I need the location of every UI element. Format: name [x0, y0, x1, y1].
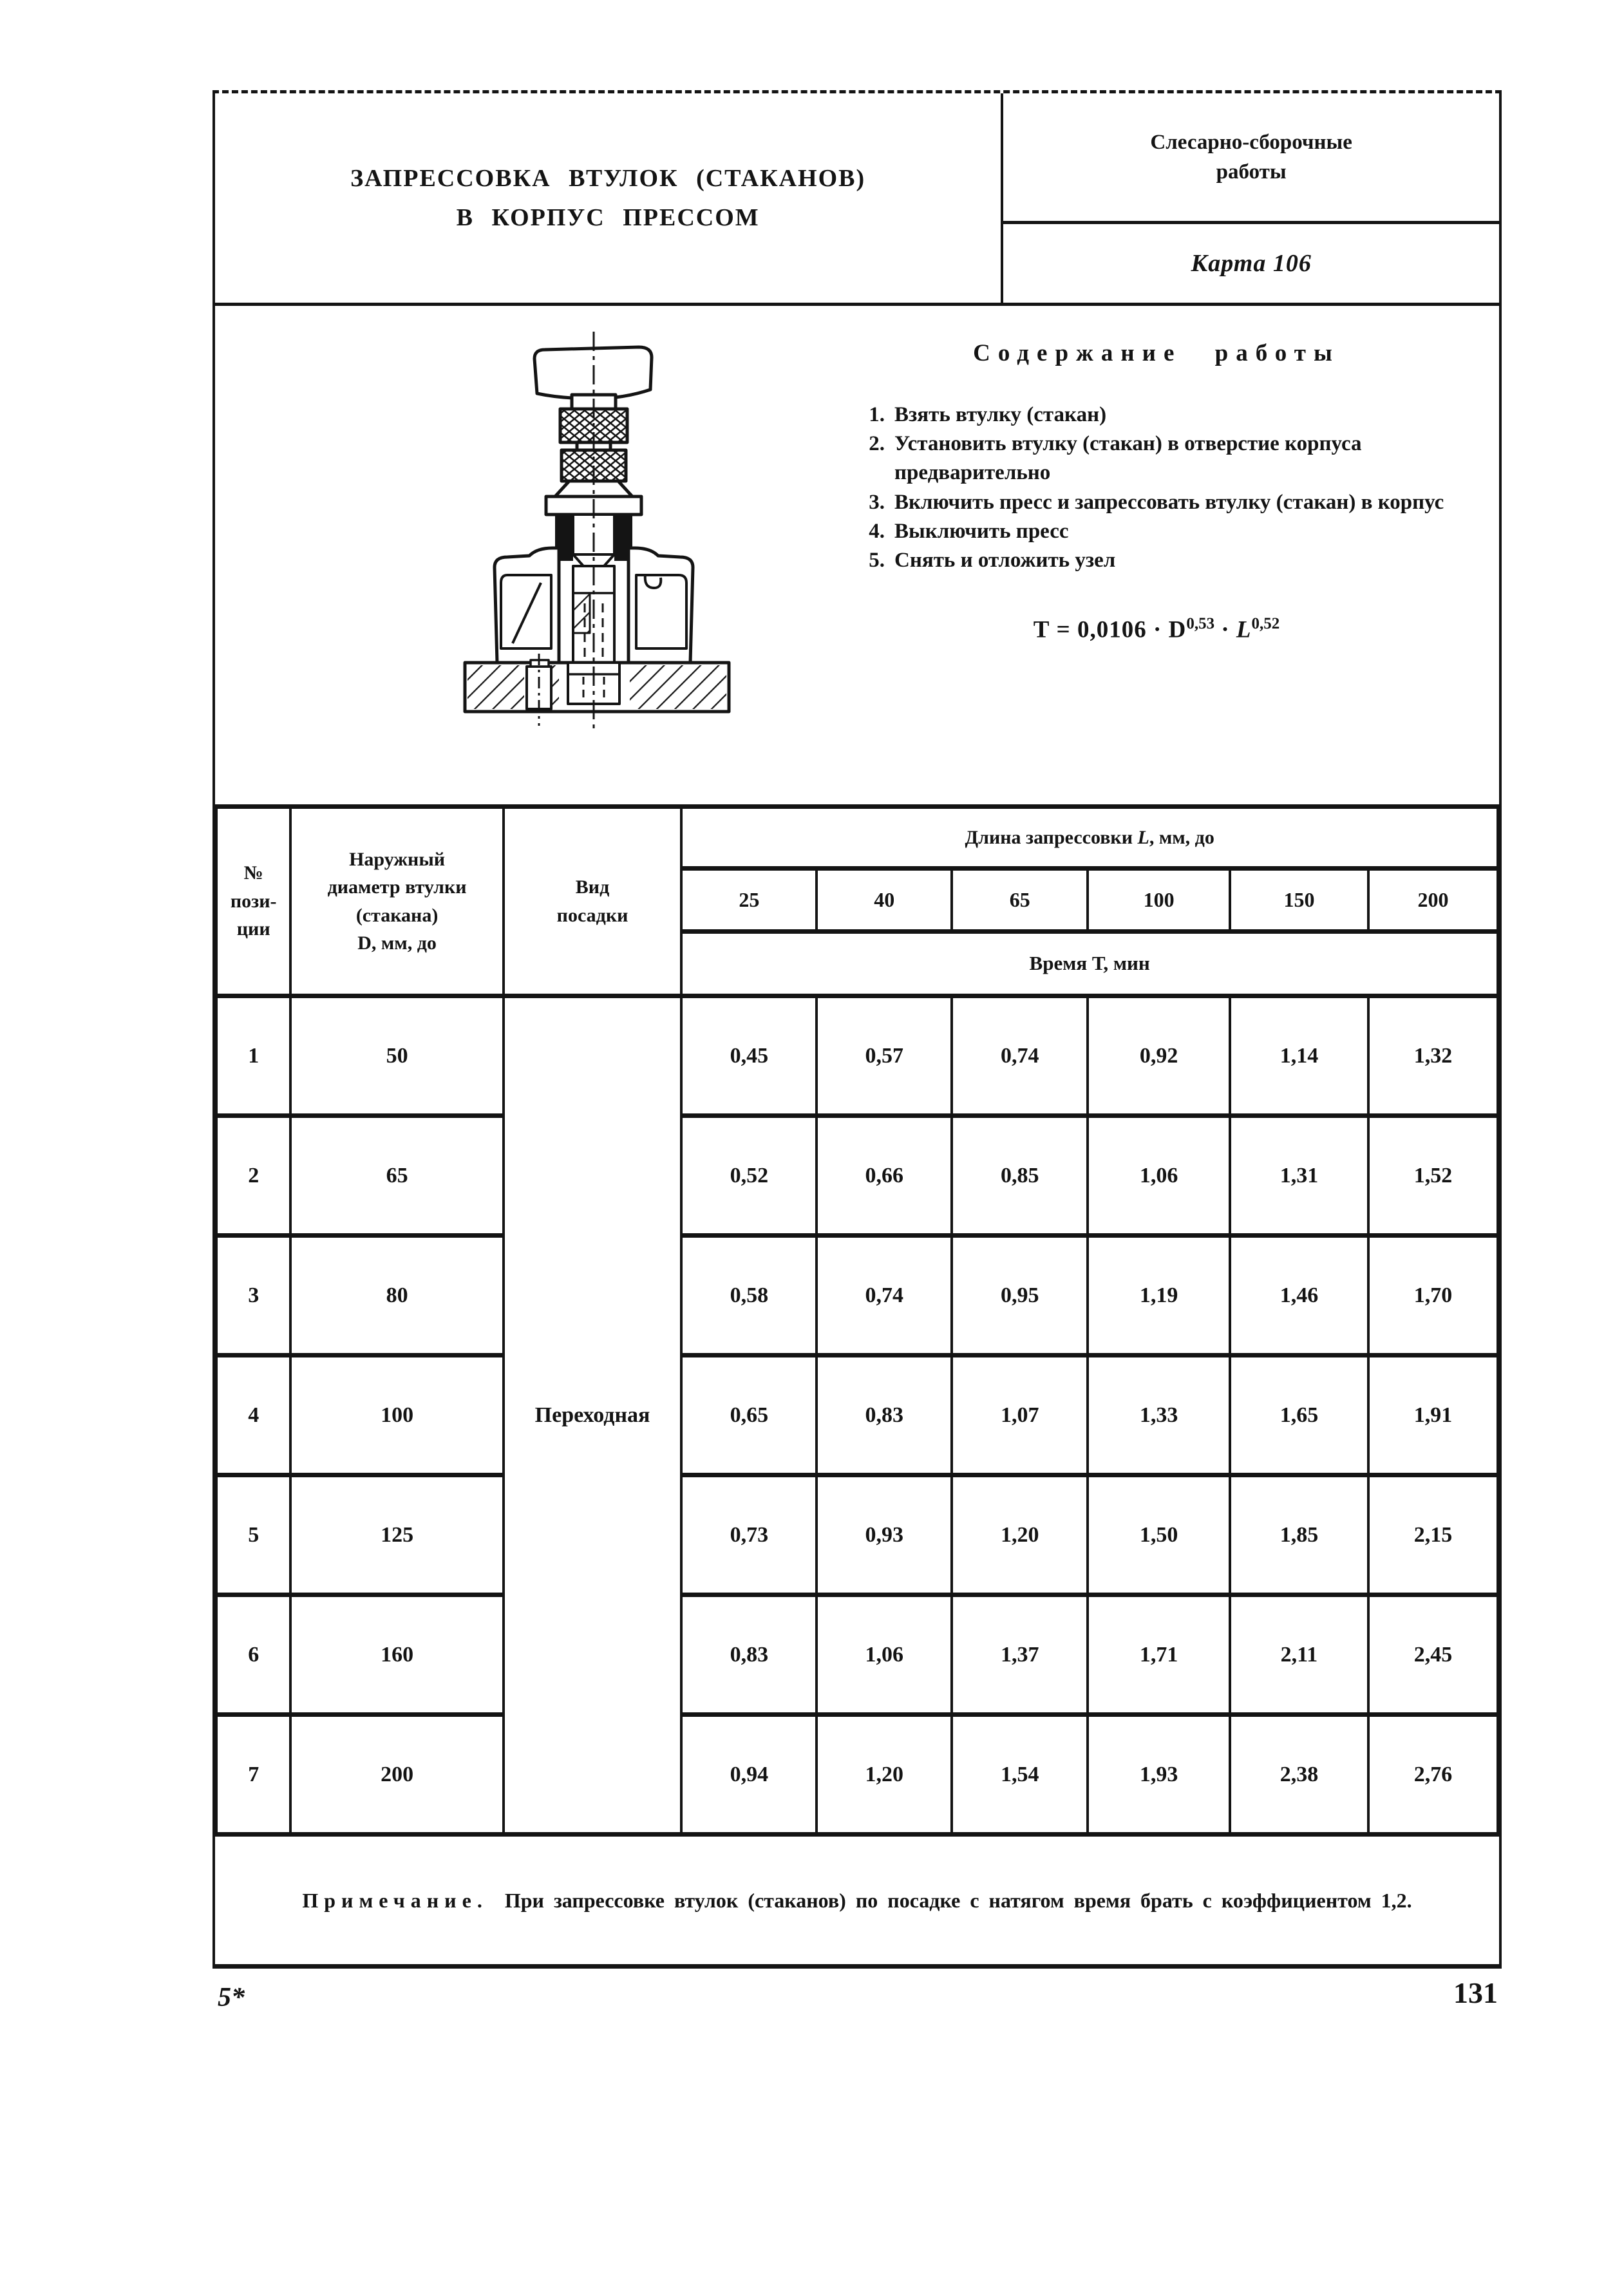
cell-pos: 2 [216, 1116, 290, 1236]
sheet-mark: 5* [218, 1983, 245, 2012]
cell-time: 0,73 [681, 1475, 817, 1595]
header-diameter: Наружный диаметр втулки (стакана) D, мм, до [290, 807, 503, 996]
cell-time: 0,58 [681, 1236, 817, 1356]
step-number: 4. [869, 519, 885, 543]
cell-time: 1,07 [952, 1356, 1088, 1475]
step-text: Снять и отложить узел [894, 549, 1116, 572]
table-row-5 [216, 1475, 1498, 1595]
cell-time: 0,74 [952, 996, 1088, 1116]
work-content [827, 306, 1499, 804]
note-text: При запрессовке втулок (стаканов) по посадке с натягом время брать с коэффициентом 1,2. [504, 1888, 1412, 1912]
cell-time: 0,66 [817, 1116, 952, 1236]
step-number: 2. [869, 432, 885, 456]
table-row-6 [216, 1595, 1498, 1715]
formula-pre: Т = 0,0106 · [1033, 616, 1169, 643]
work-step [851, 430, 1462, 487]
cell-time: 1,46 [1230, 1236, 1368, 1356]
length-col-100: 100 [1088, 869, 1230, 932]
cell-time: 1,31 [1230, 1116, 1368, 1236]
cell-pos: 5 [216, 1475, 290, 1595]
content-strip [215, 306, 1499, 804]
formula-dot: · [1214, 616, 1236, 643]
cell-time: 0,85 [952, 1116, 1088, 1236]
cell-time: 2,11 [1230, 1595, 1368, 1715]
header-position: № пози- ции [216, 807, 290, 996]
cell-time: 1,93 [1088, 1715, 1230, 1835]
cell-pos: 6 [216, 1595, 290, 1715]
step-text: Выключить пресс [894, 519, 1069, 543]
cell-time: 1,70 [1368, 1236, 1498, 1356]
table-row-7 [216, 1715, 1498, 1835]
doc-cell [1003, 93, 1499, 303]
header-strip [215, 93, 1499, 306]
card-title-line1: ЗАПРЕССОВКА ВТУЛОК (СТАКАНОВ) [350, 164, 866, 192]
card-title-line2: В КОРПУС ПРЕССОМ [456, 203, 760, 231]
step-number: 3. [869, 490, 885, 514]
cell-pos: 7 [216, 1715, 290, 1835]
time-formula [851, 615, 1462, 643]
cell-diameter: 125 [290, 1475, 503, 1595]
cell-diameter: 100 [290, 1356, 503, 1475]
note-row [215, 1837, 1499, 1964]
cell-time: 1,19 [1088, 1236, 1230, 1356]
work-step [851, 546, 1462, 575]
note-label: Примечание. [302, 1888, 488, 1912]
cell-diameter: 50 [290, 996, 503, 1116]
table-row-4 [216, 1356, 1498, 1475]
cell-time: 1,91 [1368, 1356, 1498, 1475]
cell-time: 0,95 [952, 1236, 1088, 1356]
work-step [851, 517, 1462, 546]
cell-time: 1,06 [817, 1595, 952, 1715]
step-text: Взять втулку (стакан) [894, 403, 1107, 426]
cell-diameter: 200 [290, 1715, 503, 1835]
header-press-length: Длина запрессовки L, мм, до [681, 807, 1498, 869]
norm-card-sheet [212, 90, 1502, 1969]
formula-l: L [1236, 616, 1252, 643]
cell-time: 1,20 [817, 1715, 952, 1835]
cell-diameter: 65 [290, 1116, 503, 1236]
work-content-heading: Содержание работы [973, 340, 1340, 366]
card-number: Карта 106 [1191, 250, 1312, 277]
length-col-40: 40 [817, 869, 952, 932]
cell-time: 0,93 [817, 1475, 952, 1595]
figure-area [215, 306, 827, 804]
step-number: 5. [869, 549, 885, 572]
cell-pos: 4 [216, 1356, 290, 1475]
step-text: Включить пресс и запрессовать втулку (стакан) в корпус [894, 490, 1444, 514]
cell-diameter: 160 [290, 1595, 503, 1715]
cell-time: 1,14 [1230, 996, 1368, 1116]
cell-time: 1,71 [1088, 1595, 1230, 1715]
cell-time: 1,50 [1088, 1475, 1230, 1595]
cell-time: 1,37 [952, 1595, 1088, 1715]
norm-table [215, 804, 1499, 1837]
table-row-3 [216, 1236, 1498, 1356]
formula-d: D [1168, 616, 1187, 643]
cell-time: 0,52 [681, 1116, 817, 1236]
step-text: Установить втулку (стакан) в отверстие корпуса предварительно [894, 432, 1362, 485]
length-col-65: 65 [952, 869, 1088, 932]
cell-time: 2,76 [1368, 1715, 1498, 1835]
work-type-line1: Слесарно-сборочные [1150, 130, 1352, 154]
cell-time: 2,38 [1230, 1715, 1368, 1835]
step-number: 1. [869, 403, 885, 426]
length-col-25: 25 [681, 869, 817, 932]
cell-diameter: 80 [290, 1236, 503, 1356]
cell-time: 0,65 [681, 1356, 817, 1475]
cell-time: 0,74 [817, 1236, 952, 1356]
work-type-line2: работы [1216, 160, 1287, 184]
cell-time: 2,15 [1368, 1475, 1498, 1595]
cell-time: 1,32 [1368, 996, 1498, 1116]
cell-time: 1,20 [952, 1475, 1088, 1595]
formula-d-exponent: 0,53 [1186, 615, 1215, 633]
cell-time: 1,65 [1230, 1356, 1368, 1475]
header-fit-type: Вид посадки [504, 807, 682, 996]
length-col-150: 150 [1230, 869, 1368, 932]
cell-time: 1,85 [1230, 1475, 1368, 1595]
cell-pos: 3 [216, 1236, 290, 1356]
cell-time: 0,83 [817, 1356, 952, 1475]
cell-fit-value: Переходная [504, 996, 682, 1835]
table-row-2 [216, 1116, 1498, 1236]
cell-time: 0,57 [817, 996, 952, 1116]
cell-time: 0,94 [681, 1715, 817, 1835]
cell-time: 1,06 [1088, 1116, 1230, 1236]
table-row-1 [216, 996, 1498, 1116]
length-col-200: 200 [1368, 869, 1498, 932]
cell-time: 1,52 [1368, 1116, 1498, 1236]
work-step [851, 401, 1462, 430]
formula-l-exponent: 0,52 [1251, 615, 1280, 633]
cell-time: 2,45 [1368, 1595, 1498, 1715]
cell-time: 0,83 [681, 1595, 817, 1715]
cell-time: 0,45 [681, 996, 817, 1116]
cell-pos: 1 [216, 996, 290, 1116]
card-title [215, 93, 1003, 303]
header-time: Время Т, мин [681, 932, 1498, 996]
cell-time: 0,92 [1088, 996, 1230, 1116]
cell-time: 1,54 [952, 1715, 1088, 1835]
work-step [851, 488, 1462, 517]
press-assembly-drawing [368, 323, 780, 735]
work-type [1003, 93, 1499, 224]
cell-time: 1,33 [1088, 1356, 1230, 1475]
page-number: 131 [1453, 1976, 1498, 2009]
